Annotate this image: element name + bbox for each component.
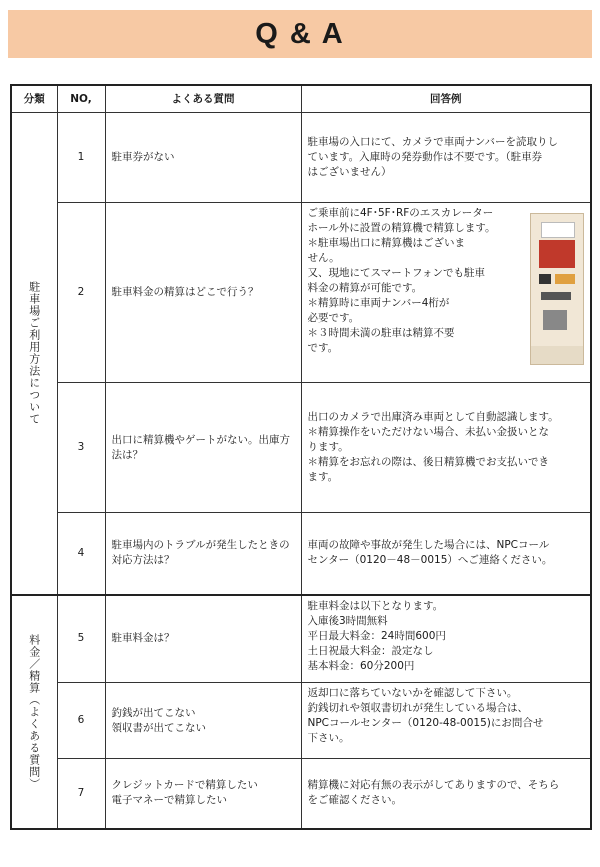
row-number: 5	[57, 595, 105, 683]
table-header-row	[11, 85, 591, 113]
question-cell: 駐車券がない	[105, 113, 301, 203]
header-no: NO,	[57, 85, 105, 113]
table-row	[11, 595, 591, 683]
category-usage: 駐車場ご利用方法について	[11, 113, 57, 595]
title-banner	[8, 10, 592, 58]
row-number: 7	[57, 759, 105, 829]
question-cell: 釣銭が出てこない 領収書が出てこない	[105, 683, 301, 759]
answer-cell: 車両の故障や事故が発生した場合には、NPCコール センター（0120－48－0015）へご連絡ください。	[301, 513, 591, 595]
qa-table	[10, 84, 592, 830]
answer-cell: 精算機に対応有無の表示がしてありますので、そちら をご確認ください。	[301, 759, 591, 829]
question-cell: クレジットカードで精算したい 電子マネーで精算したい	[105, 759, 301, 829]
question-cell: 出口に精算機やゲートがない。出庫方法は？	[105, 383, 301, 513]
answer-cell: 返却口に落ちていないかを確認して下さい。 釣銭切れや領収書切れが発生している場合は、 NPCコールセンター（0120-48-0015)にお問合せ 下さい。	[301, 683, 591, 759]
table-row	[11, 513, 591, 595]
table-row	[11, 383, 591, 513]
answer-cell: 駐車場の入口にて、カメラで車両ナンバーを読取りし ています。入庫時の発券動作は不要です。（駐車券 はございません）	[301, 113, 591, 203]
table-row	[11, 683, 591, 759]
page-title: Q & A	[255, 17, 345, 50]
row-number: 4	[57, 513, 105, 595]
row-number: 1	[57, 113, 105, 203]
header-category: 分類	[11, 85, 57, 113]
header-question: よくある質問	[105, 85, 301, 113]
answer-cell: 駐車料金は以下となります。 入庫後3時間無料 平日最大料金：24時間600円 土日祝最大料金：設定なし 基本料金：60分200円	[301, 595, 591, 683]
answer-cell: ご乗車前に4F･5F･RFのエスカレーター ホール外に設置の精算機で精算します。 ＊駐車場出口に精算機はございま せん。 又、現地にてスマートフォンでも駐車 料金の精算が可能です。 ＊精算時に車両ナンバー4桁が 必要です。 ＊３時間未満の駐車は精算不要 です。	[301, 203, 591, 383]
question-cell: 駐車料金の精算はどこで行う？	[105, 203, 301, 383]
parking-payment-machine-image	[530, 213, 584, 365]
table-row	[11, 113, 591, 203]
header-answer: 回答例	[301, 85, 591, 113]
row-number: 2	[57, 203, 105, 383]
category-fee: 料金／精算（よくある質問）	[11, 595, 57, 829]
question-cell: 駐車場内のトラブルが発生したときの対応方法は？	[105, 513, 301, 595]
table-row	[11, 759, 591, 829]
row-number: 6	[57, 683, 105, 759]
question-cell: 駐車料金は？	[105, 595, 301, 683]
answer-cell: 出口のカメラで出庫済み車両として自動認識します。 ＊精算操作をいただけない場合、未払い金扱いとな ります。 ＊精算をお忘れの際は、後日精算機でお支払いでき ます。	[301, 383, 591, 513]
row-number: 3	[57, 383, 105, 513]
table-row	[11, 203, 591, 383]
